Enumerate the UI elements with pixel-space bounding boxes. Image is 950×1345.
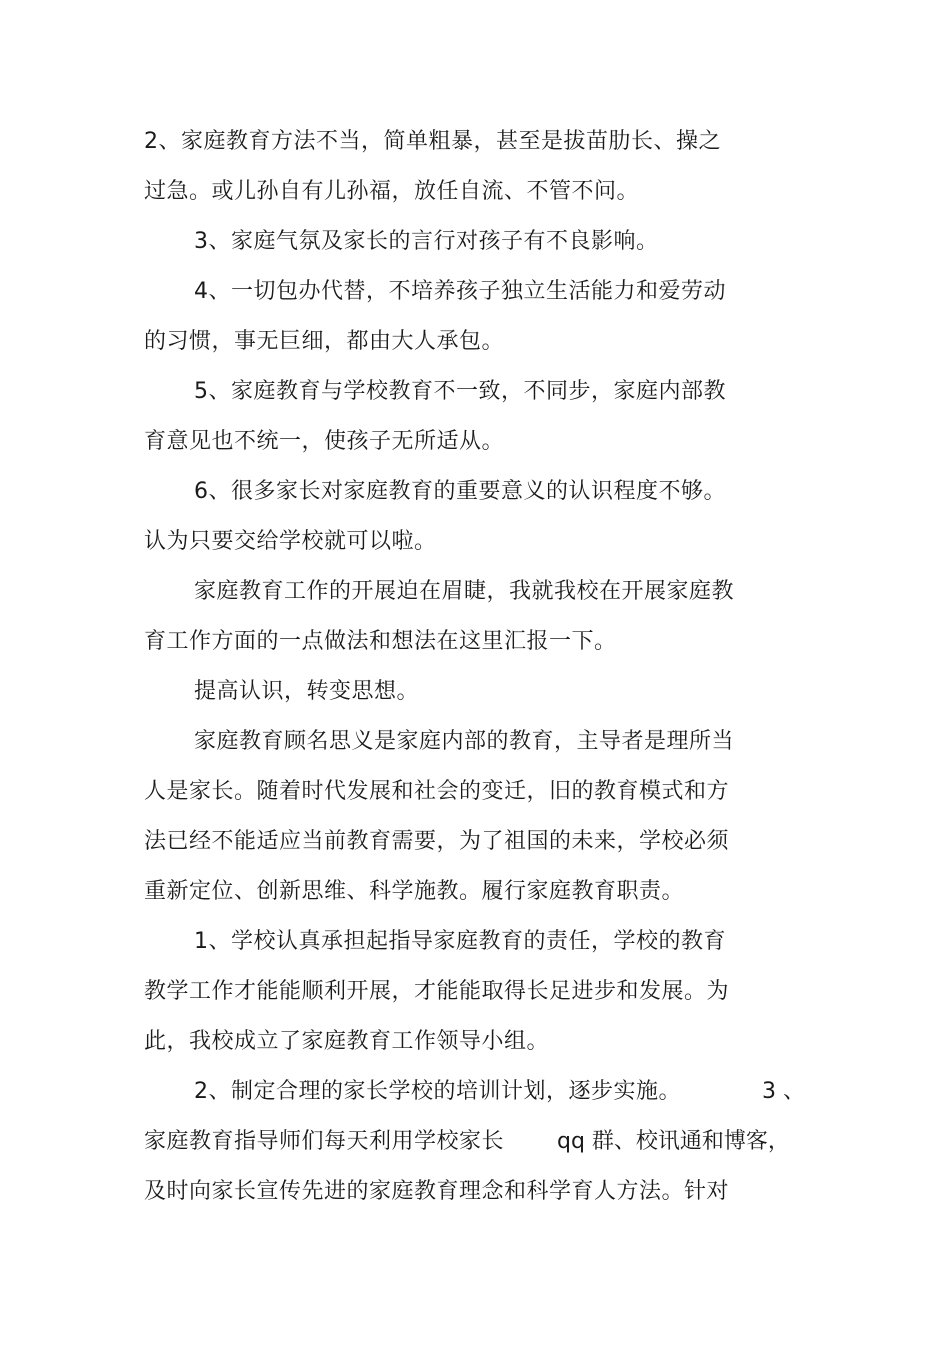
text-line: 教学工作才能能顺利开展，才能能取得长足进步和发展。为 [144,979,730,1004]
text-line: 家庭教育指导师们每天利用学校家长 [144,1129,505,1154]
text-line: 重新定位、创新思维、科学施教。履行家庭教育职责。 [144,879,685,904]
item-number: 3 、 [762,1079,805,1104]
section-heading: 提高认识，转变思想。 [194,679,420,704]
text-line: 认为只要交给学校就可以啦。 [144,529,437,554]
text-line: 此，我校成立了家庭教育工作领导小组。 [144,1029,550,1054]
text-line: 3、家庭气氛及家长的言行对孩子有不良影响。 [194,229,659,254]
text-line: 及时向家长宣传先进的家庭教育理念和科学育人方法。针对 [144,1179,730,1204]
text-line: 1、学校认真承担起指导家庭教育的责任，学校的教育 [194,929,726,954]
text-line: 法已经不能适应当前教育需要，为了祖国的未来，学校必须 [144,829,730,854]
text-line: 6、很多家长对家庭教育的重要意义的认识程度不够。 [194,479,726,504]
text-line: 家庭教育顾名思义是家庭内部的教育，主导者是理所当 [194,729,735,754]
text-line: 2、制定合理的家长学校的培训计划，逐步实施。 [194,1079,681,1104]
text-line: 家庭教育工作的开展迫在眉睫，我就我校在开展家庭教 [194,579,735,604]
text-line: 育工作方面的一点做法和想法在这里汇报一下。 [144,629,617,654]
text-line: 育意见也不统一，使孩子无所适从。 [144,429,505,454]
text-line: 5、家庭教育与学校教育不一致，不同步，家庭内部教 [194,379,726,404]
text-line: 过急。或儿孙自有儿孙福，放任自流、不管不问。 [144,179,640,204]
text-line-segment: qq 群、校讯通和博客， [557,1129,790,1154]
text-line: 的习惯，事无巨细，都由大人承包。 [144,329,505,354]
text-line: 人是家长。随着时代发展和社会的变迁，旧的教育模式和方 [144,779,730,804]
text-line: 2、家庭教育方法不当，简单粗暴，甚至是拔苗肋长、操之 [144,129,721,154]
text-line: 4、一切包办代替，不培养孩子独立生活能力和爱劳动 [194,279,726,304]
